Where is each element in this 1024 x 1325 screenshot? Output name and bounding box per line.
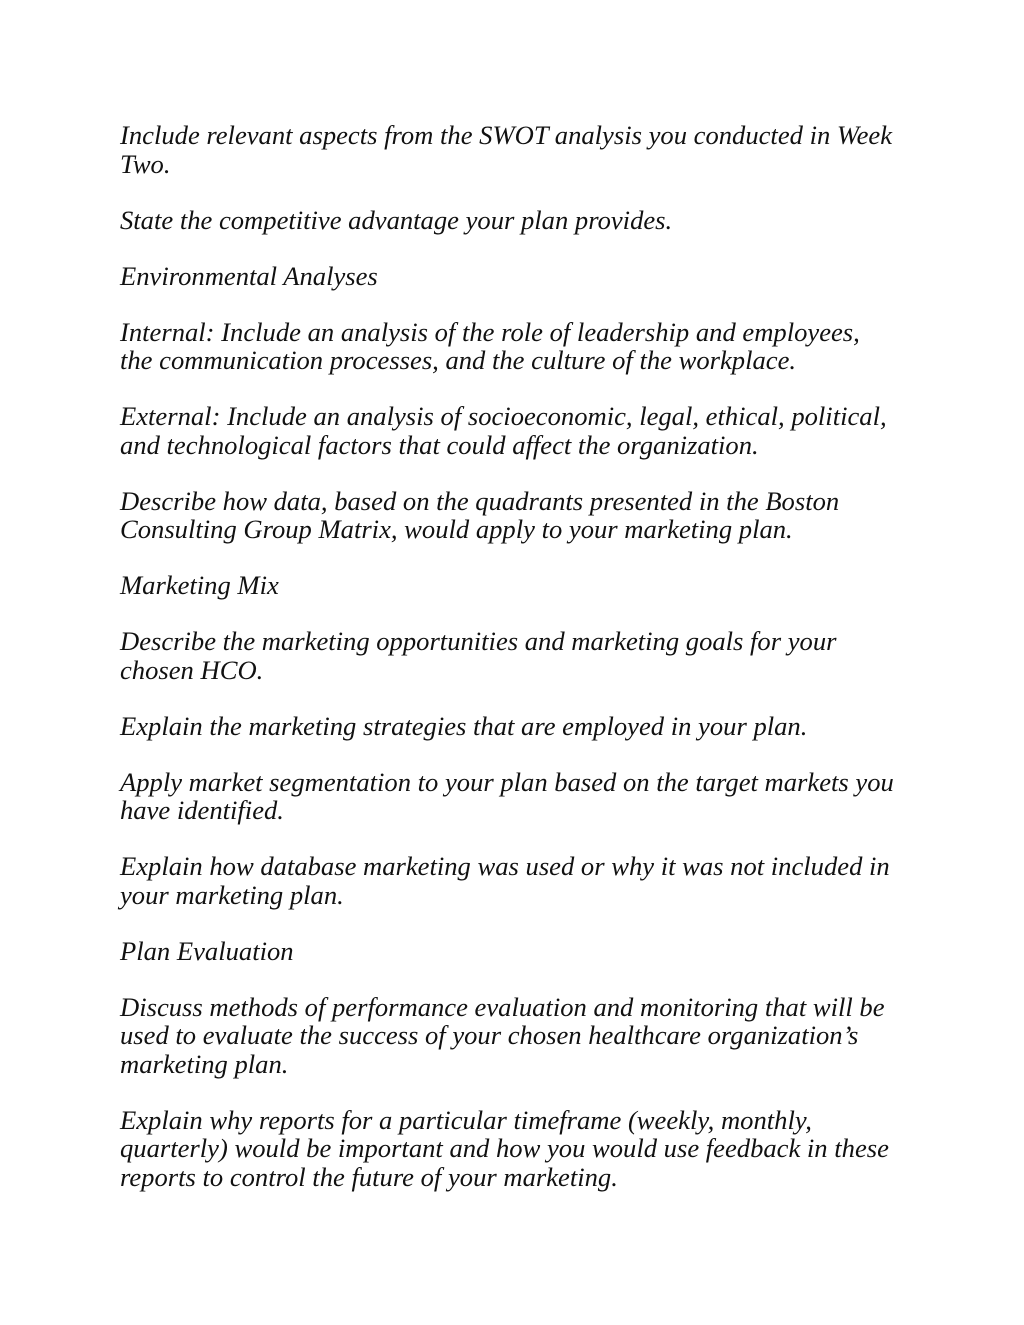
text-line: used to evaluate the success of your chosen healthcare organization’s (120, 1020, 859, 1050)
text-line: quarterly) would be important and how you would use feedback in these (120, 1133, 889, 1163)
text-line: Include relevant aspects from the SWOT analysis you conducted in Week (120, 120, 893, 150)
text-line: and technological factors that could affect the organization. (120, 429, 759, 460)
paragraph (120, 121, 924, 178)
text-line: Describe the marketing opportunities and marketing goals for your (120, 626, 837, 656)
paragraph (120, 852, 924, 909)
text-line: marketing plan. (120, 1048, 289, 1079)
paragraph (120, 768, 924, 825)
section-heading (120, 571, 924, 600)
text-line: reports to control the future of your marketing. (120, 1161, 618, 1192)
paragraph (120, 1106, 924, 1192)
text-line: your marketing plan. (120, 879, 344, 910)
paragraph (120, 402, 924, 459)
section-heading (120, 262, 924, 291)
text-line: Two. (120, 148, 171, 179)
text-line: Internal: Include an analysis of the role of leadership and employees, (120, 316, 860, 347)
paragraph (120, 487, 924, 544)
paragraph (120, 206, 924, 235)
text-line: Explain why reports for a particular timeframe (weekly, monthly, (120, 1104, 812, 1135)
text-line: Environmental Analyses (120, 260, 378, 291)
text-line: the communication processes, and the culture of the workplace. (120, 345, 797, 375)
text-line: Describe how data, based on the quadrants presented in the Boston (120, 485, 840, 516)
text-line: Plan Evaluation (120, 935, 294, 966)
text-line: Explain the marketing strategies that are employed in your plan. (120, 710, 808, 741)
text-line: have identified. (120, 795, 284, 825)
paragraph (120, 712, 924, 741)
section-heading (120, 937, 924, 966)
paragraph (120, 318, 924, 375)
paragraph (120, 627, 924, 684)
text-line: Discuss methods of performance evaluation and monitoring that will be (120, 991, 885, 1022)
text-line: chosen HCO. (120, 654, 264, 685)
text-line: Consulting Group Matrix, would apply to your marketing plan. (120, 514, 793, 544)
text-line: State the competitive advantage your plan provides. (120, 204, 673, 235)
text-line: Apply market segmentation to your plan based on the target markets you (120, 766, 894, 797)
text-line: Explain how database marketing was used or why it was not included in (120, 851, 890, 881)
text-line: Marketing Mix (120, 570, 279, 600)
paragraph (120, 993, 924, 1079)
text-line: External: Include an analysis of socioeconomic, legal, ethical, political, (120, 401, 887, 431)
